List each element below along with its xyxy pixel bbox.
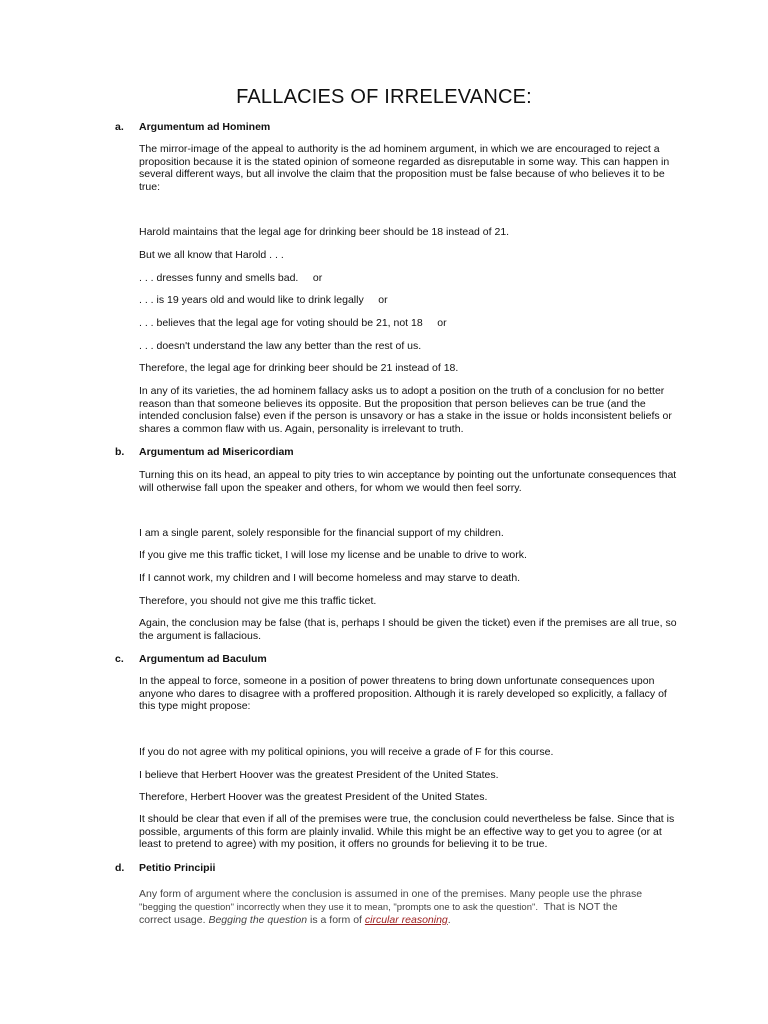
section-a-example-1: Harold maintains that the legal age for drinking beer should be 18 instead of 21. bbox=[139, 226, 510, 238]
section-b-intro: Turning this on its head, an appeal to pity tries to win acceptance by pointing out the unfortunate consequences that will otherwise fall upon the speaker and others, for whom we would then feel sorry. bbox=[139, 469, 677, 494]
section-d-text-a: correct usage. bbox=[139, 914, 209, 926]
section-d-line-2 bbox=[139, 901, 679, 915]
page-title: FALLACIES OF IRRELEVANCE: bbox=[236, 86, 532, 108]
section-b-letter: b. bbox=[115, 446, 125, 458]
section-a-letter: a. bbox=[115, 121, 124, 133]
section-d-text-c: is a form of bbox=[307, 914, 365, 926]
section-a-example-5: . . . believes that the legal age for voting should be 21, not 18 or bbox=[139, 317, 447, 329]
section-a-example-2: But we all know that Harold . . . bbox=[139, 249, 284, 261]
section-a-conclusion: Therefore, the legal age for drinking beer should be 21 instead of 18. bbox=[139, 362, 459, 374]
section-c-conclusion: Therefore, Herbert Hoover was the greatest President of the United States. bbox=[139, 791, 488, 803]
section-d-quoted-phrase: "begging the question" incorrectly when they use it to mean, "prompts one to ask the question". bbox=[139, 902, 538, 913]
section-a-intro: The mirror-image of the appeal to authority is the ad hominem argument, in which we are encouraged to reject a proposition because it is the stated opinion of someone regarded as disreputable in some way. This can happen in several different ways, but all involve the claim that the proposition must be false because of who believes it to be true: bbox=[139, 143, 670, 194]
section-b-heading: Argumentum ad Misericordiam bbox=[139, 446, 294, 458]
section-c-heading: Argumentum ad Baculum bbox=[139, 653, 267, 665]
section-d-heading: Petitio Principii bbox=[139, 862, 216, 874]
section-b-example-2: If you give me this traffic ticket, I will lose my license and be unable to drive to work. bbox=[139, 549, 527, 561]
section-c-example-2: I believe that Herbert Hoover was the greatest President of the United States. bbox=[139, 769, 499, 781]
section-a-example-4: . . . is 19 years old and would like to drink legally or bbox=[139, 294, 388, 306]
section-d-line-3 bbox=[139, 914, 679, 927]
section-b-example-3: If I cannot work, my children and I will become homeless and may starve to death. bbox=[139, 572, 521, 584]
section-b-conclusion: Therefore, you should not give me this traffic ticket. bbox=[139, 595, 377, 607]
section-a-explanation: In any of its varieties, the ad hominem fallacy asks us to adopt a position on the truth of a conclusion for no better reason than that someone believes its opposite. But the proposition that person believes can be true (and the intended conclusion false) even if the person is unsavory or has a stake in the issue or holds inconsistent beliefs or shares a common flaw with us. Again, personality is irrelevant to truth. bbox=[139, 385, 672, 436]
section-d-italic-term: Begging the question bbox=[208, 914, 308, 926]
section-d-line-2-tail: That is NOT the bbox=[538, 901, 618, 913]
section-a-example-6: . . . doesn't understand the law any better than the rest of us. bbox=[139, 340, 422, 352]
section-b-example-1: I am a single parent, solely responsible for the financial support of my children. bbox=[139, 527, 504, 539]
section-c-intro: In the appeal to force, someone in a position of power threatens to bring down unfortunate consequences upon anyone who dares to disagree with a proffered proposition. Although it is rarely developed so explicitly, a fallacy of this type might propose: bbox=[139, 675, 667, 713]
section-d-text-d: . bbox=[447, 914, 451, 926]
section-c-example-1: If you do not agree with my political opinions, you will receive a grade of F for this course. bbox=[139, 746, 554, 758]
section-a-heading: Argumentum ad Hominem bbox=[139, 121, 271, 133]
section-a-example-3: . . . dresses funny and smells bad. or bbox=[139, 272, 323, 284]
section-c-letter: c. bbox=[115, 653, 124, 665]
section-d-line-1: Any form of argument where the conclusion is assumed in one of the premises. Many people use the phrase bbox=[139, 888, 643, 900]
circular-reasoning-link[interactable]: circular reasoning bbox=[364, 914, 448, 926]
section-d-letter: d. bbox=[115, 862, 125, 874]
section-b-explanation: Again, the conclusion may be false (that is, perhaps I should be given the ticket) even if the premises are all true, so the argument is fallacious. bbox=[139, 617, 677, 642]
section-c-explanation: It should be clear that even if all of the premises were true, the conclusion could nevertheless be false. Since that is possible, arguments of this form are plainly invalid. While this might be an effective way to get you to agree (or at least to pretend to agree) with my position, it offers no grounds for believing it to be true. bbox=[139, 813, 675, 851]
